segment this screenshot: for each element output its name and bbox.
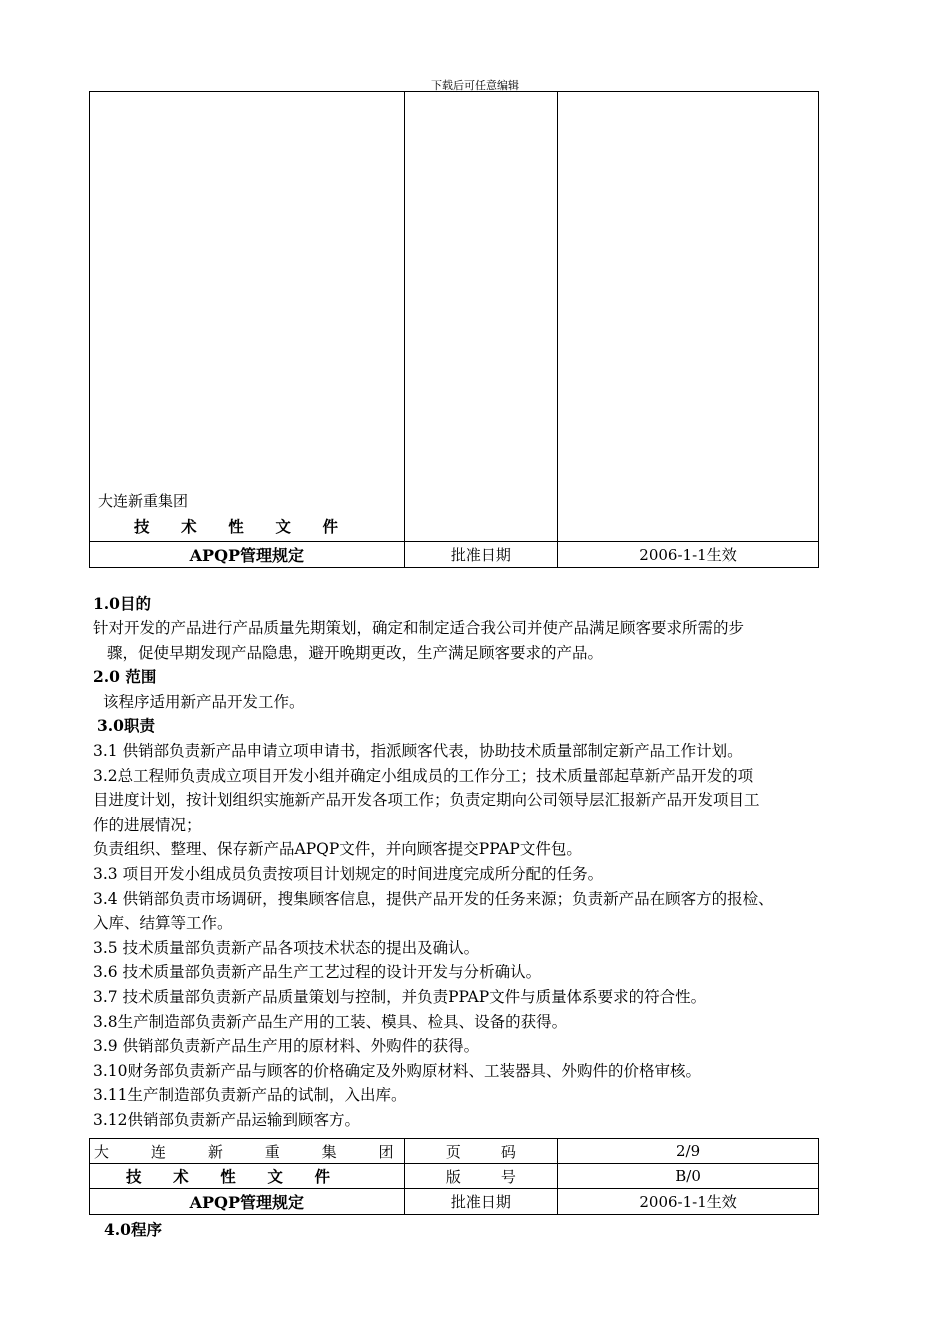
approve-label: 批准日期 <box>404 1189 558 1215</box>
doc-type: 技 术 性 文 件 <box>126 1167 330 1186</box>
doc-type: 技 术 性 文 件 <box>134 517 338 536</box>
doc-title: APQP管理规定 <box>90 1189 405 1215</box>
empty-cell <box>558 92 819 542</box>
top-note: 下载后可任意编辑 <box>431 79 519 92</box>
page-label: 页 码 <box>404 1139 558 1164</box>
section-3-heading: 3.0职责 <box>97 716 155 736</box>
version-value: B/0 <box>558 1164 819 1189</box>
page-value: 2/9 <box>558 1139 819 1164</box>
header-table-1 <box>89 91 819 568</box>
doc-type-cell <box>90 1164 405 1189</box>
section-2-heading: 2.0 范围 <box>93 667 157 687</box>
section-1-heading: 1.0目的 <box>93 594 151 613</box>
section-1-body: 针对开发的产品进行产品质量先期策划，确定和制定适合我公司并使产品满足顾客要求所需的步 骤，促使早期发现产品隐患，避开晚期更改，生产满足顾客要求的产品。 2.0 范围 该程序适用新产品开发工作。 3.0职责 3.1 供销部负责新产品申请立项申请书，指派顾客代表，协助技术质量部制定新产品工作计划。 3.2总工程师负责成立项目开发小组并确定小组成员的工作分工；技术质量部起草新产品开发的项 目进度计划，按计划组织实施新产品开发各项工作；负责定期向公司领导层汇报新产品开发项目工 作的进展情况； 负责组织、整理、保存新产品APQP文件，并向顾客提交PPAP文件包。 3.3 项目开发小组成员负责按项目计划规定的时间进度完成所分配的任务。 3.4 供销部负责市场调研，搜集顾客信息，提供产品开发的任务来源；负责新产品在顾客方的报检、 入库、结算等工作。 3.5 技术质量部负责新产品各项技术状态的提出及确认。 3.6 技术质量部负责新产品生产工艺过程的设计开发与分析确认。 3.7 技术质量部负责新产品质量策划与控制，并负责PPAP文件与质量体系要求的符合性。 3.8生产制造部负责新产品生产用的工装、模具、检具、设备的获得。 3.9 供销部负责新产品生产用的原材料、外购件的获得。 3.10财务部负责新产品与顾客的价格确定及外购原材料、工装器具、外购件的价格审核。 3.11生产制造部负责新产品的试制，入出库。 3.12供销部负责新产品运输到顾客方。 <box>93 616 873 1132</box>
company-cell <box>90 1139 405 1164</box>
approve-value: 2006-1-1生效 <box>558 542 819 568</box>
header-table-2 <box>89 1138 819 1215</box>
version-label: 版 号 <box>404 1164 558 1189</box>
approve-value: 2006-1-1生效 <box>558 1189 819 1215</box>
approve-label: 批准日期 <box>404 542 557 568</box>
company-name: 大 连 新 重 集 团 <box>94 1142 394 1161</box>
empty-cell <box>404 92 557 542</box>
company-cell <box>90 92 405 542</box>
section-4-heading: 4.0程序 <box>104 1220 162 1239</box>
doc-title: APQP管理规定 <box>90 542 405 568</box>
company-name: 大连新重集团 <box>98 492 189 510</box>
